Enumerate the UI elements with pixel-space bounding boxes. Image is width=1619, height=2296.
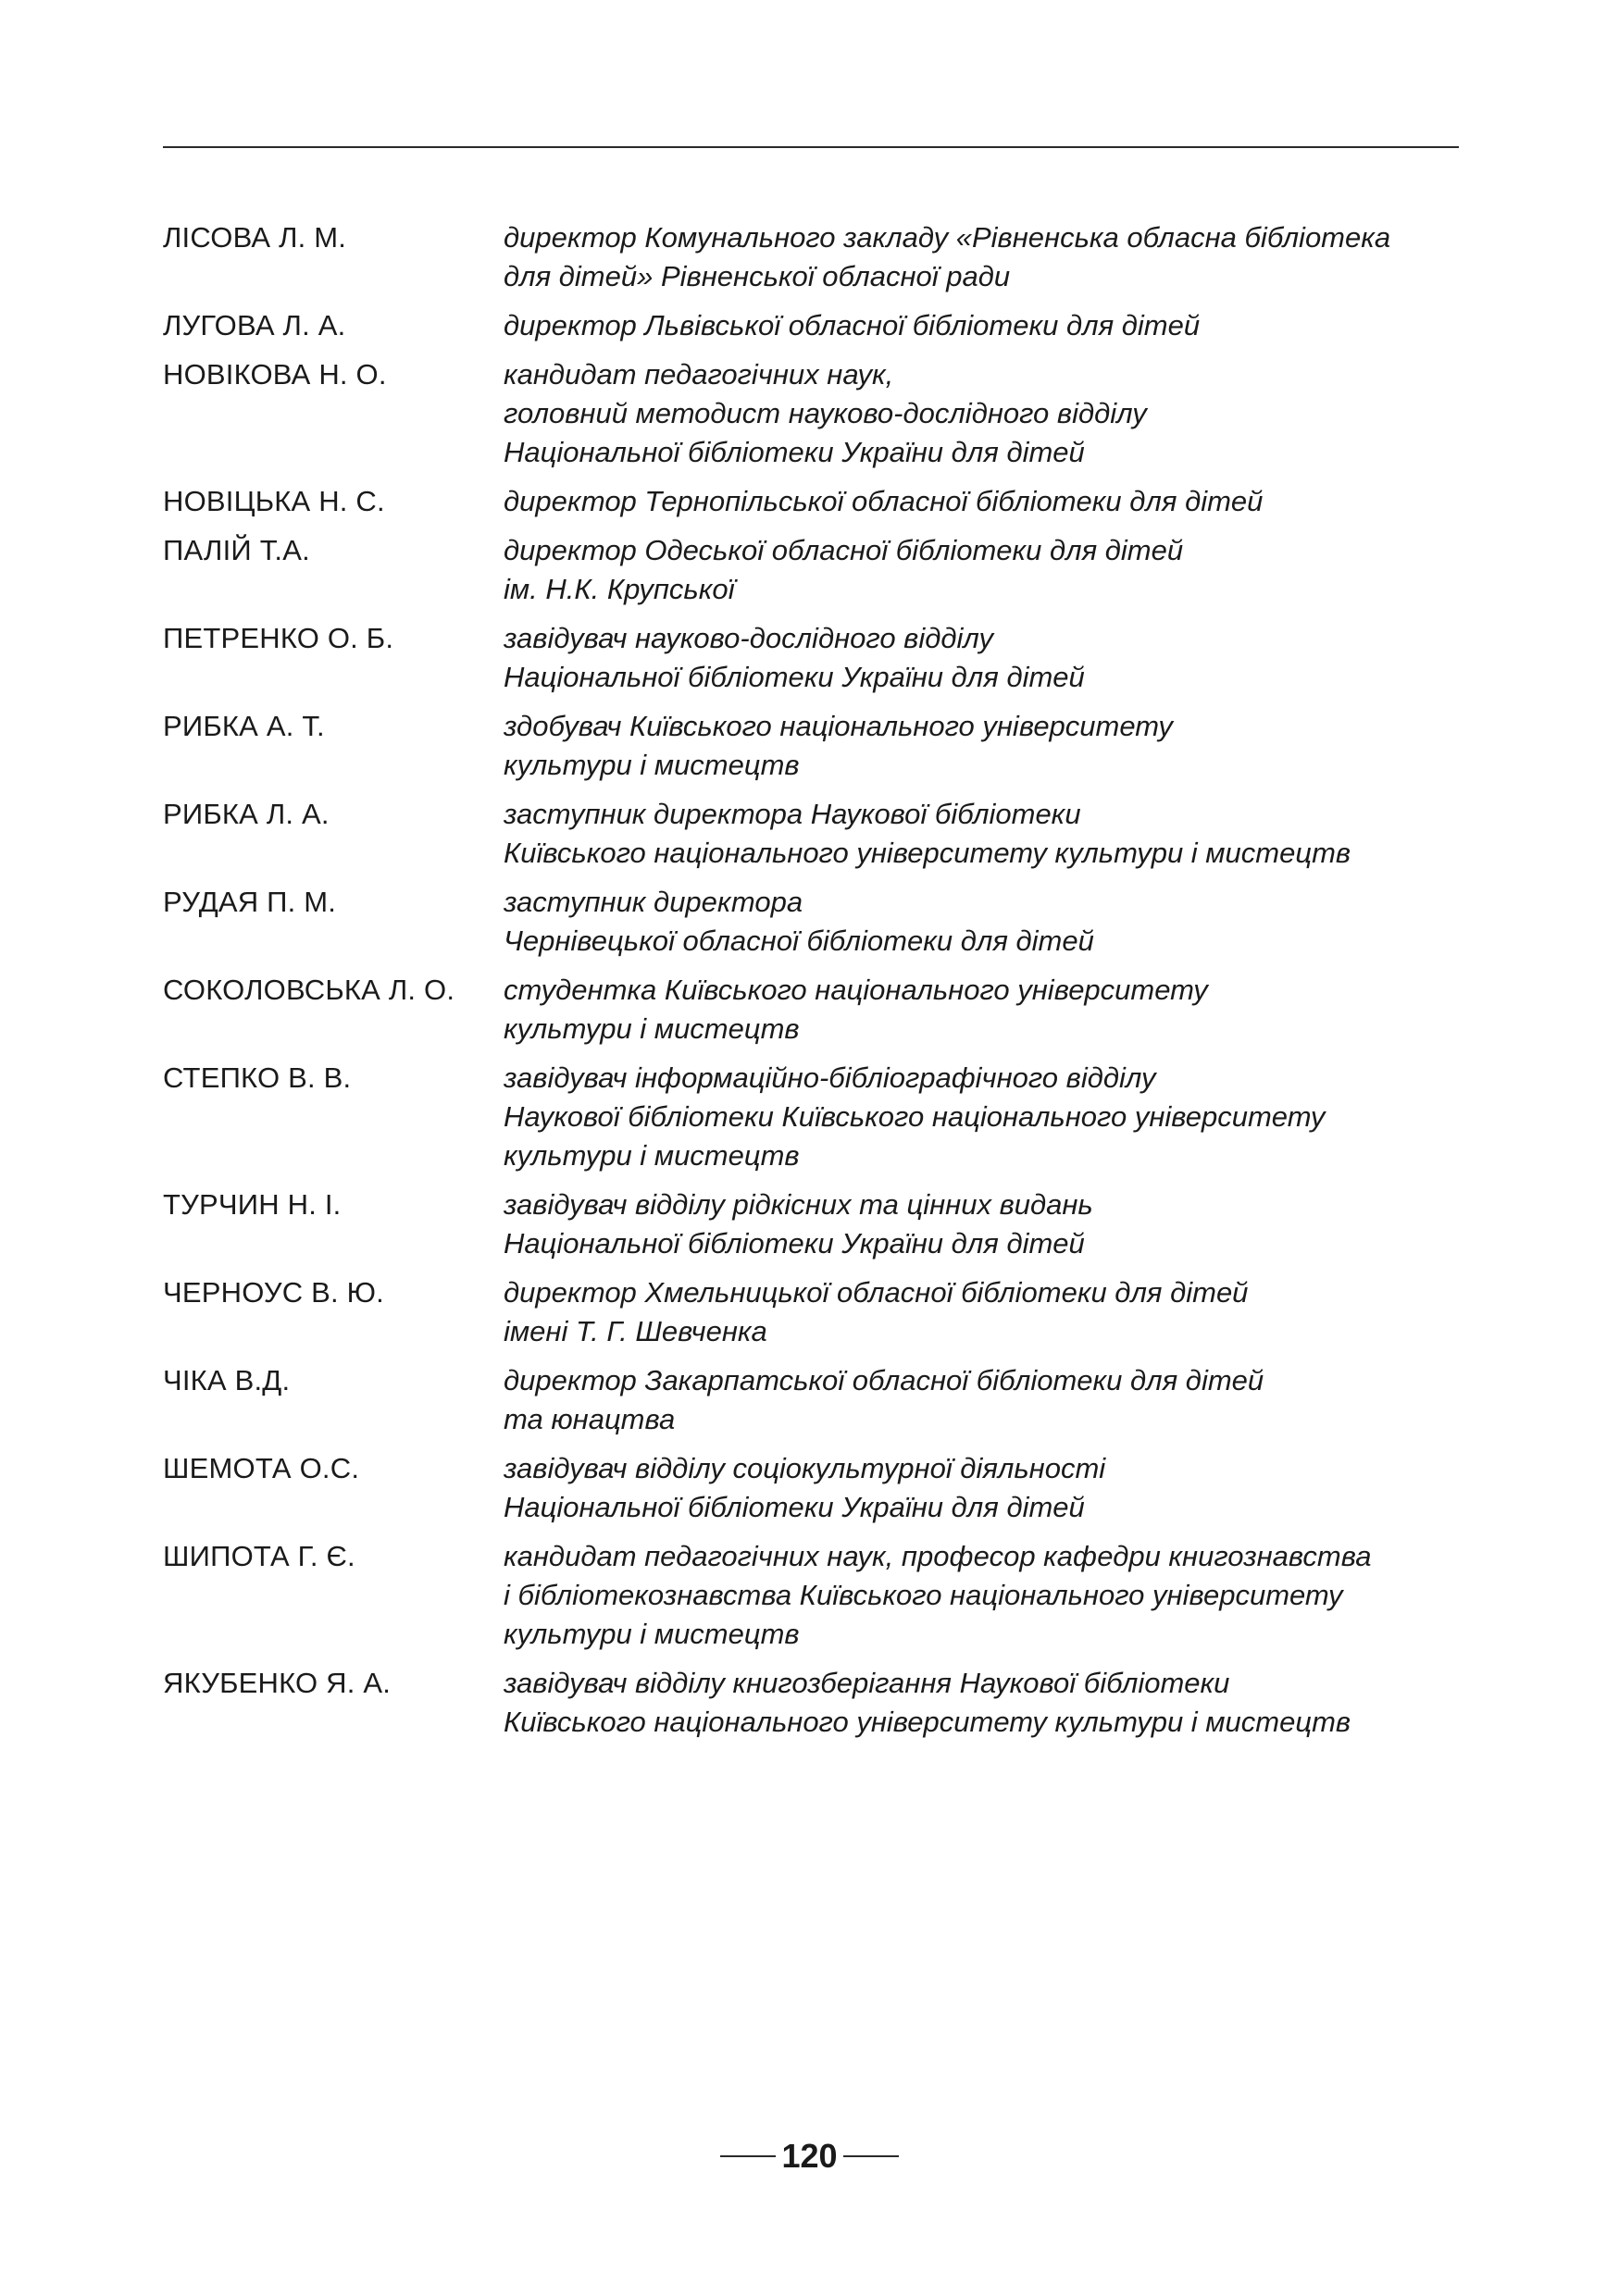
author-name: ЧІКА В.Д. [163,1364,291,1396]
affiliation-line: директор Львівської обласної бібліотеки для дітей [504,309,1201,341]
author-affiliation [504,306,1459,345]
author-affiliation [504,971,1459,1049]
page-number-rule-right [843,2155,899,2157]
author-entry [163,1537,1459,1654]
author-affiliation [504,883,1459,961]
author-name: ЛУГОВА Л. А. [163,309,346,341]
author-name: РИБКА А. Т. [163,710,325,742]
author-affiliation [504,707,1459,785]
author-name: РУДАЯ П. М. [163,886,337,918]
affiliation-line: Київського національного університету культури і мистецтв [504,1706,1351,1738]
affiliation-line: Київського національного університету культури і мистецтв [504,837,1351,869]
author-affiliation [504,1185,1459,1263]
affiliation-line: завідувач інформаційно-бібліографічного відділу [504,1061,1156,1094]
author-entry [163,1664,1459,1742]
author-affiliation [504,531,1459,609]
author-entry [163,1185,1459,1263]
author-affiliation [504,355,1459,472]
author-affiliation [504,1537,1459,1654]
author-entry [163,883,1459,961]
author-affiliation [504,218,1459,296]
affiliation-line: для дітей» Рівненської обласної ради [504,260,1011,292]
affiliation-line: Національної бібліотеки України для дітей [504,1227,1085,1260]
author-entry [163,1059,1459,1175]
author-entry [163,218,1459,296]
affiliation-line: здобувач Київського національного університету [504,710,1173,742]
affiliation-line: завідувач відділу книгозберігання Наукової бібліотеки [504,1667,1230,1699]
affiliation-line: завідувач відділу соціокультурної діяльності [504,1452,1106,1484]
author-affiliation [504,1361,1459,1439]
author-name: ТУРЧИН Н. І. [163,1188,342,1221]
affiliation-line: заступник директора [504,886,803,918]
page-footer [0,2138,1619,2175]
author-affiliation [504,482,1459,521]
author-entry [163,971,1459,1049]
author-affiliation [504,795,1459,873]
page-number-rule-left [720,2155,776,2157]
affiliation-line: культури і мистецтв [504,1012,800,1045]
author-entry [163,1449,1459,1527]
affiliation-line: Національної бібліотеки України для дітей [504,1491,1085,1523]
author-name: ЛІСОВА Л. М. [163,221,347,254]
author-name: НОВІЦЬКА Н. С. [163,485,385,517]
author-name: НОВІКОВА Н. О. [163,358,387,391]
affiliation-line: культури і мистецтв [504,1139,800,1172]
author-affiliation [504,1664,1459,1742]
author-name: ПАЛІЙ Т.А. [163,534,310,566]
author-entry [163,1361,1459,1439]
author-entry [163,619,1459,697]
affiliation-line: Національної бібліотеки України для дітей [504,661,1085,693]
affiliation-line: ім. Н.К. Крупської [504,573,735,605]
author-affiliation [504,1449,1459,1527]
author-entry [163,355,1459,472]
author-affiliation [504,1273,1459,1351]
author-name: ЯКУБЕНКО Я. А. [163,1667,392,1699]
affiliation-line: культури і мистецтв [504,1618,800,1650]
affiliation-line: Національної бібліотеки України для дітей [504,436,1085,468]
author-entry [163,482,1459,521]
author-entry [163,306,1459,345]
affiliation-line: директор Хмельницької обласної бібліотеки для дітей [504,1276,1249,1309]
author-entry [163,707,1459,785]
affiliation-line: та юнацтва [504,1403,676,1435]
author-entry [163,531,1459,609]
affiliation-line: завідувач відділу рідкісних та цінних видань [504,1188,1093,1221]
affiliation-line: директор Комунального закладу «Рівненська обласна бібліотека [504,221,1391,254]
author-affiliation [504,1059,1459,1175]
affiliation-line: завідувач науково-дослідного відділу [504,622,994,654]
author-name: СОКОЛОВСЬКА Л. О. [163,974,455,1006]
affiliation-line: головний методист науково-дослідного відділу [504,397,1147,429]
affiliation-line: Чернівецької обласної бібліотеки для дітей [504,925,1094,957]
header-rule [163,146,1459,148]
affiliation-line: Наукової бібліотеки Київського національного університету [504,1100,1326,1133]
affiliation-line: заступник директора Наукової бібліотеки [504,798,1081,830]
affiliation-line: директор Закарпатської обласної бібліотеки для дітей [504,1364,1264,1396]
author-entry [163,1273,1459,1351]
author-name: ЧЕРНОУС В. Ю. [163,1276,384,1309]
author-list [163,218,1459,1752]
affiliation-line: кандидат педагогічних наук, професор кафедри книгознавства [504,1540,1372,1572]
author-name: ШЕМОТА О.С. [163,1452,360,1484]
author-name: ШИПОТА Г. Є. [163,1540,355,1572]
page-number: 120 [781,2137,838,2175]
affiliation-line: імені Т. Г. Шевченка [504,1315,767,1347]
affiliation-line: студентка Київського національного університету [504,974,1208,1006]
author-affiliation [504,619,1459,697]
author-name: ПЕТРЕНКО О. Б. [163,622,394,654]
author-name: СТЕПКО В. В. [163,1061,352,1094]
author-name: РИБКА Л. А. [163,798,330,830]
affiliation-line: і бібліотекознавства Київського національного університету [504,1579,1343,1611]
affiliation-line: кандидат педагогічних наук, [504,358,894,391]
affiliation-line: директор Одеської обласної бібліотеки для дітей [504,534,1184,566]
author-entry [163,795,1459,873]
affiliation-line: культури і мистецтв [504,749,800,781]
affiliation-line: директор Тернопільської обласної бібліотеки для дітей [504,485,1264,517]
